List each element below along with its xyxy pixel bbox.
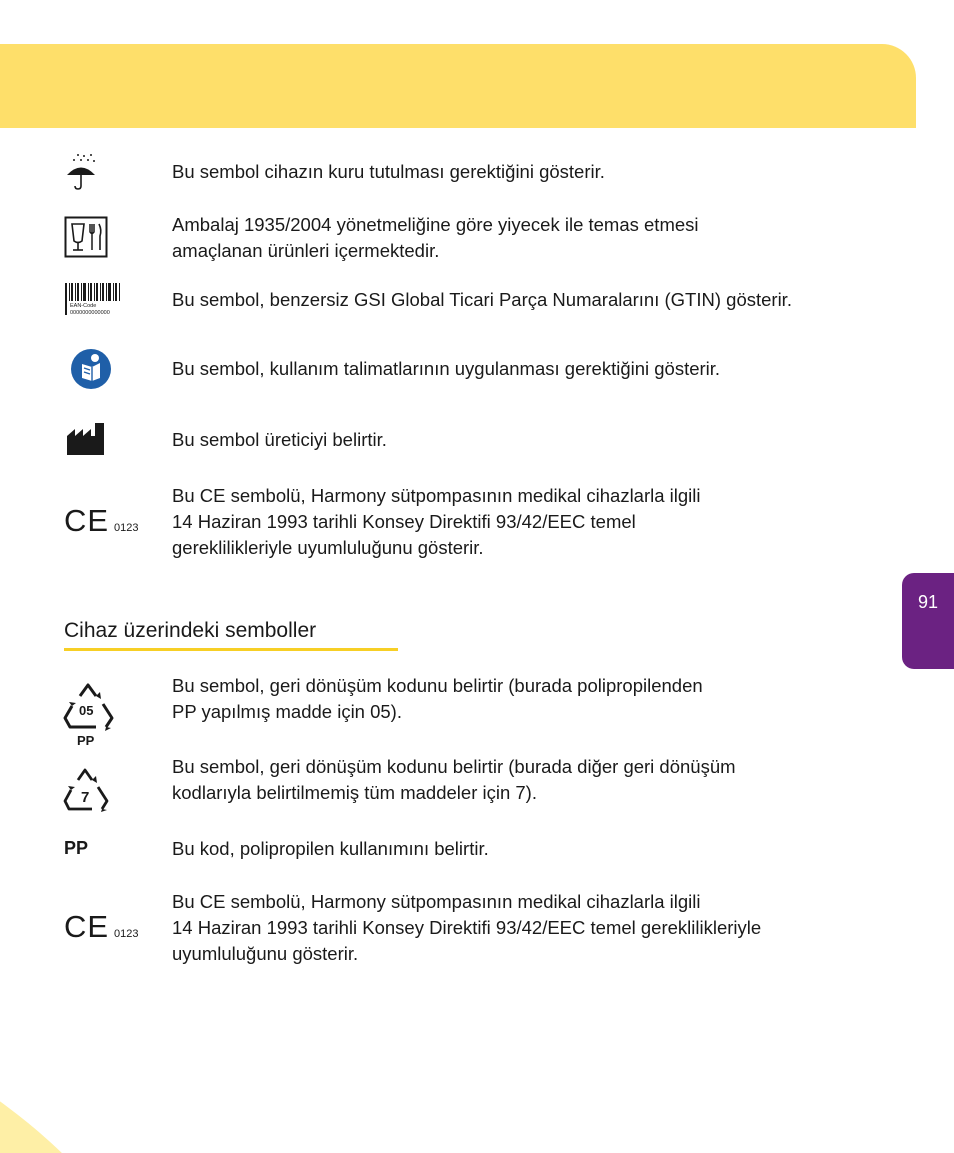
recycle-05-pp-icon	[62, 682, 118, 748]
pp-code: PP	[64, 838, 89, 858]
barcode-label: EAN-Code	[70, 303, 97, 309]
symbol-description: Bu sembol üreticiyi belirtir.	[172, 429, 387, 450]
recycle-code: 05	[79, 703, 94, 718]
recycle-label: PP	[77, 733, 95, 748]
barcode-icon	[64, 282, 122, 316]
keep-dry-umbrella-icon	[64, 152, 98, 192]
ce-number: 0123	[114, 522, 139, 534]
symbol-description-line-1: Bu sembol, geri dönüşüm kodunu belirtir (burada polipropilenden	[172, 675, 703, 696]
symbol-description-line-3: gereklilikleriyle uyumluluğunu gösterir.	[172, 537, 484, 558]
symbol-description-line-1: Bu CE sembolü, Harmony sütpompasının medikal cihazlarla ilgili	[172, 891, 701, 912]
ce-mark: CE	[64, 910, 110, 942]
read-instructions-icon	[70, 348, 112, 390]
symbol-description-line-1: Ambalaj 1935/2004 yönetmeliğine göre yiyecek ile temas etmesi	[172, 214, 699, 235]
manufacturer-icon	[66, 422, 106, 456]
symbol-description-line-2: 14 Haziran 1993 tarihli Konsey Direktifi 93/42/EEC temel gereklilikleriyle	[172, 917, 762, 938]
barcode-digits: 0000000000000	[70, 310, 110, 316]
page-number: 91	[917, 592, 939, 612]
recycle-code: 7	[81, 789, 90, 806]
symbol-description-line-2: amaçlanan ürünleri içermektedir.	[172, 240, 440, 261]
ce-mark: CE	[64, 504, 110, 536]
symbol-description-line-1: Bu CE sembolü, Harmony sütpompasının medikal cihazlarla ilgili	[172, 485, 701, 506]
symbol-description-line-2: kodlarıyla belirtilmemiş tüm maddeler için 7).	[172, 782, 537, 803]
section-heading: Cihaz üzerindeki semboller	[64, 619, 317, 642]
header-band	[0, 44, 916, 128]
symbol-description-line-1: Bu sembol, geri dönüşüm kodunu belirtir (burada diğer geri dönüşüm	[172, 756, 736, 777]
ce-mark-icon	[64, 504, 144, 536]
symbol-description-line-2: 14 Haziran 1993 tarihli Konsey Direktifi 93/42/EEC temel	[172, 511, 636, 532]
ce-number: 0123	[114, 928, 139, 940]
ce-mark-icon	[64, 910, 144, 942]
symbol-description: Bu sembol, benzersiz GSI Global Ticari Parça Numaralarını (GTIN) gösterir.	[172, 289, 792, 310]
symbol-description: Bu kod, polipropilen kullanımını belirtir.	[172, 838, 489, 859]
symbol-description-line-3: uyumluluğunu gösterir.	[172, 943, 359, 964]
page-tab	[902, 573, 954, 669]
symbol-description-line-2: PP yapılmış madde için 05).	[172, 701, 402, 722]
food-contact-icon	[64, 216, 108, 258]
symbol-description: Bu sembol cihazın kuru tutulması gerektiğini gösterir.	[172, 161, 605, 182]
symbol-description: Bu sembol, kullanım talimatlarının uygulanması gerektiğini gösterir.	[172, 358, 721, 379]
heading-underline	[64, 648, 398, 651]
recycle-7-icon	[62, 768, 112, 812]
